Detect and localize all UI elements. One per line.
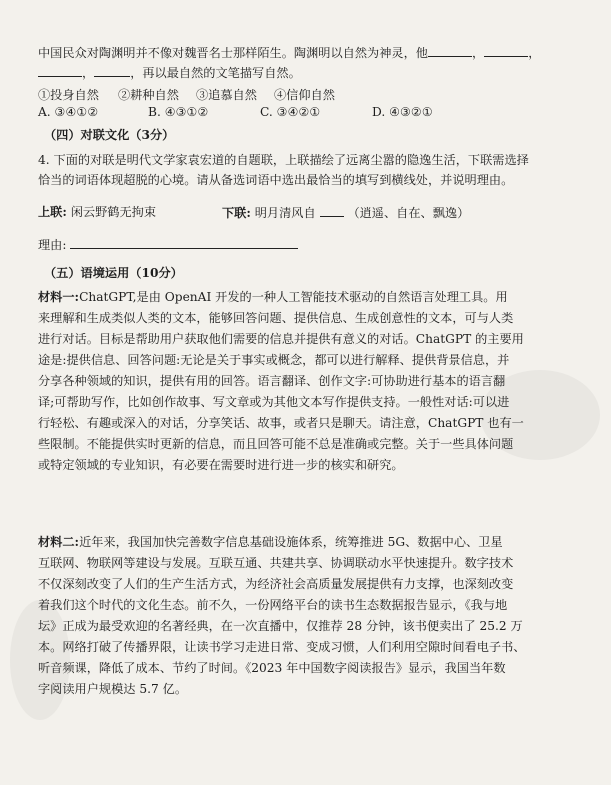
answer-blank[interactable] bbox=[484, 44, 528, 57]
material-2-line: 着我们这个时代的文化生态。前不久，一份网络平台的读书生态数据报告显示，《我与地 bbox=[38, 598, 508, 612]
material-1-line: 进行对话。目标是帮助用户获取他们需要的信息并提供有意义的对话。ChatGPT 的主要用 bbox=[38, 332, 524, 346]
material-2 bbox=[38, 532, 576, 700]
choice-3: ③追慕自然 bbox=[196, 88, 257, 102]
material-1-line: 分享各种领域的知识，提供有用的回答。语言翻译、创作文字:可协助进行基本的语言翻 bbox=[38, 374, 506, 388]
material-2-line: 听音频课，降低了成本、节约了时间。《2023 年中国数字阅读报告》显示，我国当年数 bbox=[38, 661, 506, 675]
upper-couplet-text: 闲云野鹤无拘束 bbox=[70, 205, 157, 219]
material-2-label: 材料二: bbox=[38, 535, 80, 549]
material-1-line: 或特定领域的专业知识，有必要在需要时进行进一步的核实和研究。 bbox=[38, 458, 404, 472]
lower-couplet-row bbox=[222, 204, 469, 221]
choice-4: ④信仰自然 bbox=[274, 88, 335, 102]
intro-text-1: 中国民众对陶渊明并不像对魏晋名士那样陌生。陶渊明以自然为神灵，他 bbox=[38, 46, 428, 60]
answer-blank[interactable] bbox=[38, 64, 82, 77]
upper-couplet-label: 上联: bbox=[38, 205, 67, 219]
material-1-text: ChatGPT,是由 OpenAI 开发的一种人工智能技术驱动的自然语言处理工具。用 bbox=[79, 290, 508, 304]
material-2-line: 本。网络打破了传播界限，让读书学习走进日常、变成习惯，人们利用空隙时间看电子书、 bbox=[38, 640, 526, 654]
couplet-answer-blank[interactable] bbox=[320, 204, 344, 217]
reason-answer-line[interactable] bbox=[70, 236, 298, 249]
lower-couplet-label: 下联: bbox=[222, 206, 251, 220]
couplet-row bbox=[38, 204, 156, 220]
section4-heading: （四）对联文化（3分） bbox=[44, 128, 175, 142]
material-1-line: 译;可帮助写作，比如创作故事、写文章或为其他文本写作提供支持。一般性对话:可以进 bbox=[38, 395, 510, 409]
material-2-line: 坛》正成为最受欢迎的名著经典，在一次直播中，仅推荐 28 分钟，该书便卖出了 25.2 万 bbox=[38, 619, 523, 633]
section4-question-line2: 恰当的词语体现超脱的心境。请从备选词语中选出最恰当的填写到横线处，并说明理由。 bbox=[38, 173, 514, 187]
section5-heading: （五）语境运用（10分） bbox=[44, 266, 183, 280]
material-1-line: 途是:提供信息、回答问题:无论是关于事实或概念，都可以进行解释、提供背景信息，并 bbox=[38, 353, 510, 367]
choice-1: ①投身自然 bbox=[38, 88, 99, 102]
intro-line-1: 中国民众对陶渊明并不像对魏晋名士那样陌生。陶渊明以自然为神灵，他 ， ， bbox=[38, 46, 541, 60]
material-1 bbox=[38, 287, 576, 476]
reason-label: 理由: bbox=[38, 238, 67, 252]
material-2-line bbox=[38, 532, 576, 553]
material-1-label: 材料一: bbox=[38, 290, 80, 304]
intro-text-2: ，再以最自然的文笔描写自然。 bbox=[130, 66, 301, 80]
option-d[interactable]: D. ④③②① bbox=[372, 105, 433, 119]
option-b[interactable]: B. ④③①② bbox=[148, 105, 209, 119]
lower-couplet-text: 明月清风自 bbox=[254, 206, 316, 220]
material-2-text: 近年来，我国加快完善数字信息基础设施体系，统筹推进 5G、数据中心、卫星 bbox=[79, 535, 503, 549]
material-2-line: 互联网、物联网等建设与发展。互联互通、共建共享、协调联动水平快速提升。数字技术 bbox=[38, 556, 514, 570]
reason-row bbox=[38, 236, 298, 253]
material-1-line: 来理解和生成类似人类的文本，能够回答问题、提供信息、生成创意性的文本，可与人类 bbox=[38, 311, 514, 325]
material-1-line: 行轻松、有趣或深入的对话，分享笑话、故事，或者只是聊天。请注意，ChatGPT 也有一 bbox=[38, 416, 524, 430]
material-2-line: 不仅深刻改变了人们的生产生活方式，为经济社会高质量发展提供有力支撑，也深刻改变 bbox=[38, 577, 514, 591]
material-1-line: 些限制。不能提供实时更新的信息，而且回答可能不总是准确或完整。关于一些具体问题 bbox=[38, 437, 514, 451]
answer-blank[interactable] bbox=[428, 44, 472, 57]
answer-blank[interactable] bbox=[94, 64, 130, 77]
section4-question-line1: 4. 下面的对联是明代文学家袁宏道的自题联，上联描绘了远离尘嚣的隐逸生活，下联需选择 bbox=[38, 153, 529, 167]
material-1-line bbox=[38, 287, 576, 308]
option-a[interactable]: A. ③④①② bbox=[38, 105, 99, 119]
couplet-choices: （逍遥、自在、飘逸） bbox=[347, 206, 470, 220]
intro-line-2: ， ，再以最自然的文笔描写自然。 bbox=[38, 64, 301, 81]
option-c[interactable]: C. ③④②① bbox=[260, 105, 321, 119]
material-2-line: 字阅读用户规模达 5.7 亿。 bbox=[38, 682, 188, 696]
choice-2: ②耕种自然 bbox=[118, 88, 179, 102]
